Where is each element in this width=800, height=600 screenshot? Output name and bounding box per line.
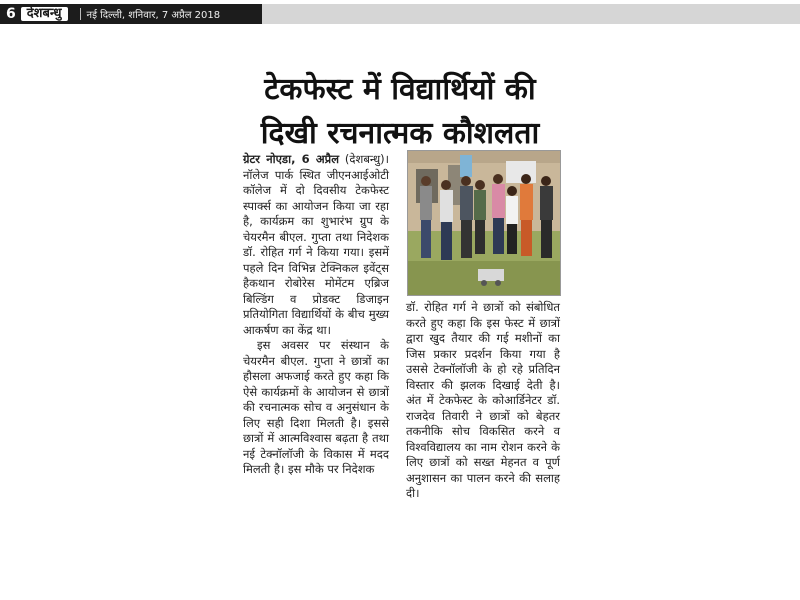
article-column-right: [406, 300, 560, 502]
article-headline: [200, 68, 600, 156]
edition-dateline: नई दिल्ली, शनिवार, 7 अप्रैल 2018: [86, 10, 221, 21]
newspaper-masthead-logo: देशबन्धु: [21, 7, 68, 21]
page-number: 6: [6, 6, 16, 22]
header-divider: [80, 8, 81, 20]
students-group-photo: [408, 151, 560, 295]
headline-line-2: दिखी रचनात्मक कौशलता: [260, 116, 540, 151]
event-photo: [407, 150, 561, 296]
article-paragraph-2: इस अवसर पर संस्थान के चेयरमैन बीएल. गुप्ता ने छात्रों का हौसला अफजाई करते हुए कहा कि ऐसे कार्यक्रमों के आयोजन से छात्रों की रचनात्मक सोच व अनुसंधान के लिए सही दिशा मिलती है। इससे छात्रों में आत्मविश्वास बढ़ता है तथा नई टेक्नॉलॉजी के विकास में मदद मिलती है। इस मौके पर निदेशक: [243, 338, 389, 476]
article-column-left: [243, 152, 389, 478]
header-dark-strip: [0, 4, 262, 24]
article-paragraph-3: डॉ. रोहित गर्ग ने छात्रों को संबोधित करते हुए कहा कि इस फेस्ट में छात्रों द्वारा खुद तैयार की गई मशीनों का जिस प्रकार प्रदर्शन किया गया है उससे टेक्नॉलॉजी के हो रहे प्रतिदिन विस्तार की झलक दिखाई देती है। अंत में टेकफेस्ट के कोआर्डिनेटर डॉ. राजदेव तिवारी ने छात्रों को बेहतर तकनीकि सोच विकसित करने व विश्वविद्यालय का नाम रोशन करने के लिए छात्रों को सख्त मेहनत व पूर्ण अनुशासन का पालन करने की सलाह दी।: [406, 300, 560, 500]
article-paragraph-1-text: (देशबन्धु)। नॉलेज पार्क स्थित जीएनआईओटी कॉलेज में दो दिवसीय टेकफेस्ट स्पार्क्स का आयोजन किया जा रहा है, कार्यक्रम का शुभारंभ ग्रुप के चेयरमैन बीएल. गुप्ता तथा निदेशक डॉ. रोहित गर्ग ने किया गया। इसमें पहले दिन विभिन्न टेक्निकल इवेंट्स हैकथान रोबोरेस मोमेंटम एब्रिज बिल्डिंग व प्रोडक्ट डिजाइन प्रतियोगिता विद्यार्थियों के बीच मुख्य आकर्षण का केंद्र था।: [243, 152, 389, 337]
headline-line-1: टेकफेस्ट में विद्यार्थियों की: [264, 72, 536, 107]
article-paragraph-1: [243, 152, 389, 338]
article-dateline: ग्रेटर नोएडा, 6 अप्रैल: [243, 152, 340, 166]
newspaper-header-bar: [0, 4, 800, 24]
